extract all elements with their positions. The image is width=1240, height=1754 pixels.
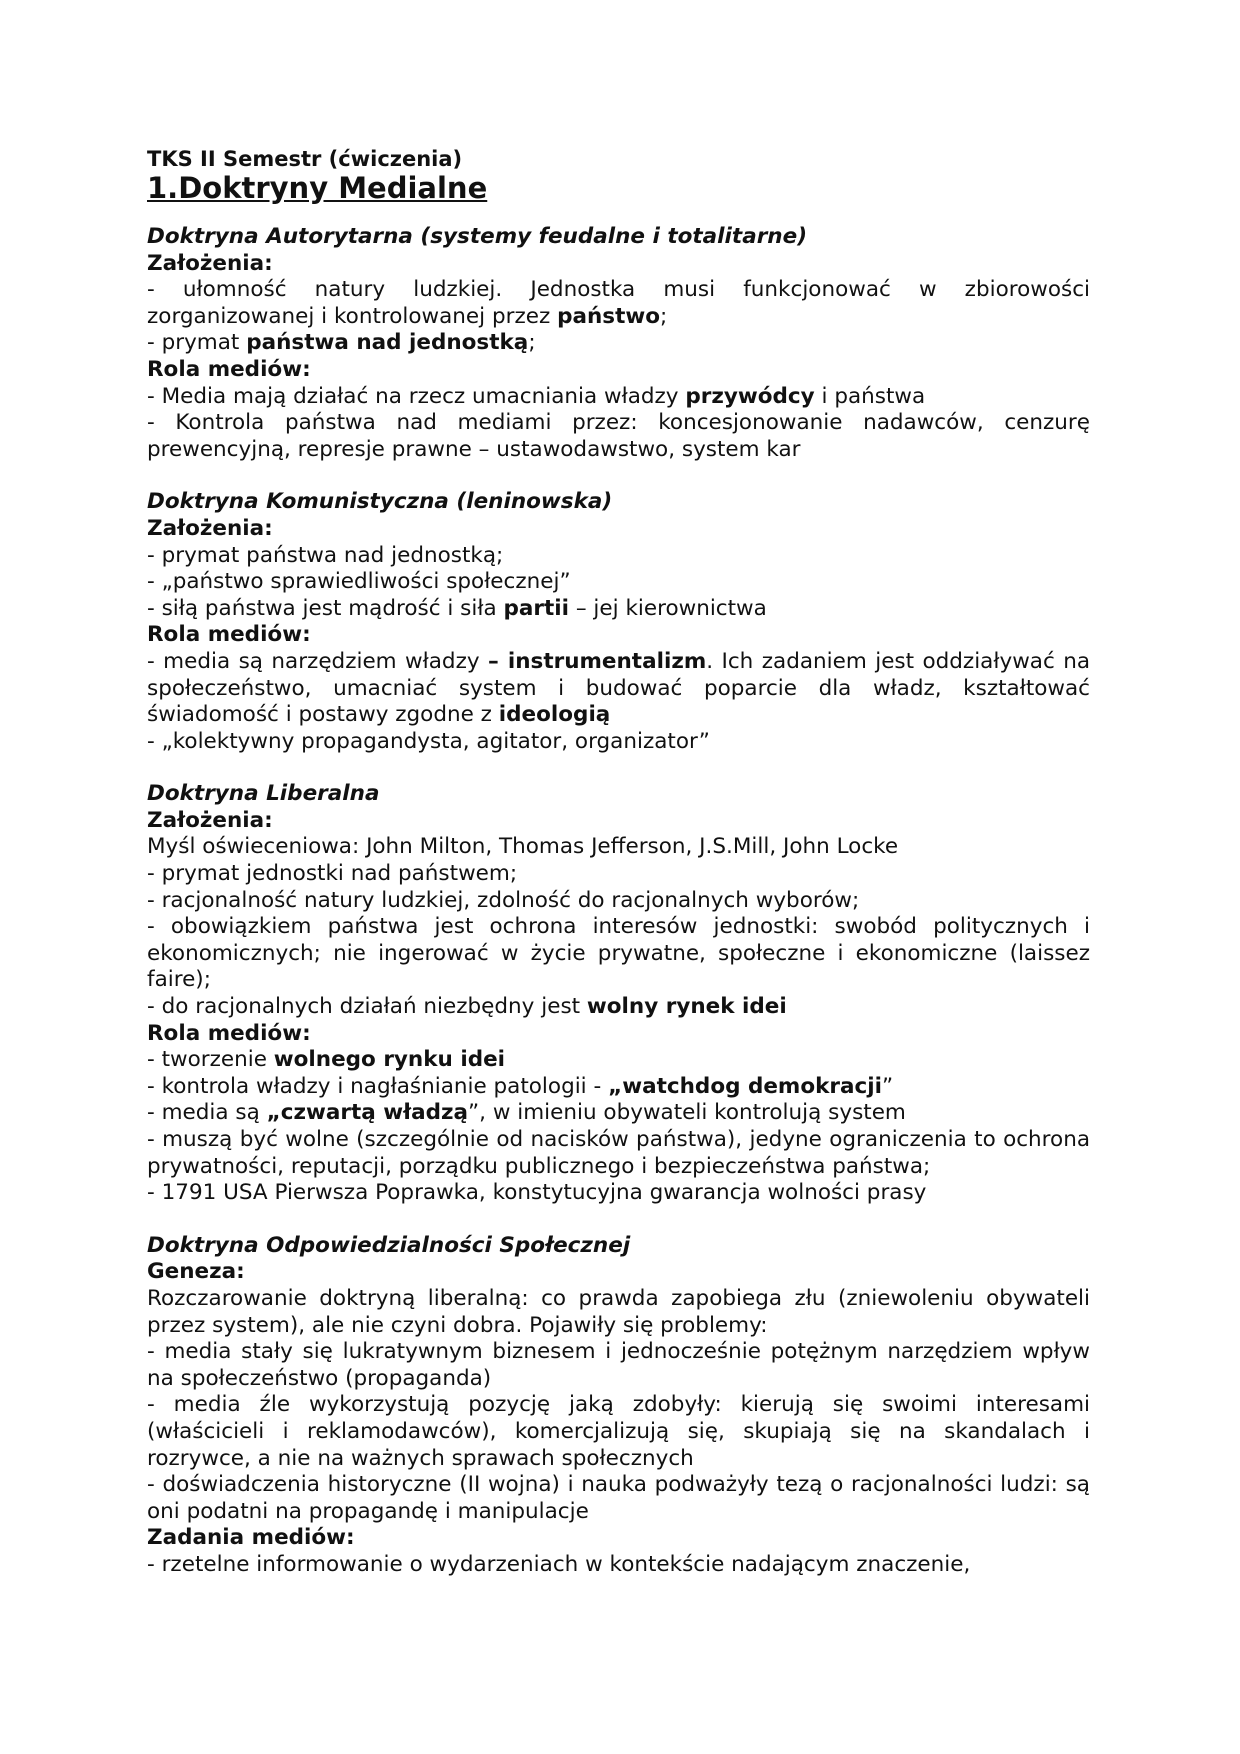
text-run: - siłą państwa jest mądrość i siła xyxy=(147,595,504,621)
text-run: - media źle wykorzystują pozycję jaką zdobyły: kierują się swoimi interesami (właścicieli i reklamodawców), komercjalizują się, skupiają się na skandalach i rozrywce, a nie na ważnych sprawach społecznych xyxy=(147,1392,1090,1471)
paragraph xyxy=(147,384,1090,411)
text-run: - ułomność natury ludzkiej. Jednostka musi funkcjonować w zbiorowości zorganizowanej i kontrolowanej przez xyxy=(147,277,1090,329)
bold-text: wolnego rynku idei xyxy=(273,1047,506,1073)
paragraph xyxy=(147,1472,1090,1525)
paragraph xyxy=(147,596,1090,623)
subheading: Założenia: xyxy=(147,515,273,541)
paragraph xyxy=(147,1286,1090,1339)
section-title: Doktryna Autorytarna (systemy feudalne i totalitarne) xyxy=(147,224,808,249)
text-run: - Media mają działać na rzecz umacniania władzy xyxy=(147,383,686,409)
section-title: Doktryna Komunistyczna (leninowska) xyxy=(147,489,613,515)
text-run: Myśl oświeceniowa: John Milton, Thomas Jefferson, J.S.Mill, John Locke xyxy=(147,834,899,860)
paragraph xyxy=(147,330,1090,357)
section xyxy=(147,1233,1090,1579)
subheading: Geneza: xyxy=(147,1259,245,1285)
bold-text: „czwartą władzą xyxy=(266,1100,469,1126)
subheading: Zadania mediów: xyxy=(147,1525,355,1551)
bold-text: wolny rynek idei xyxy=(586,994,787,1020)
paragraph xyxy=(147,994,1090,1021)
text-run: - doświadczenia historyczne (II wojna) i nauka podważyły tezą o racjonalności ludzi: są oni podatni na propagandę i manipulacje xyxy=(147,1472,1090,1524)
text-run: - prymat xyxy=(147,330,247,356)
paragraph xyxy=(147,1392,1090,1472)
text-run: - 1791 USA Pierwsza Poprawka, konstytucyjna gwarancja wolności prasy xyxy=(147,1180,927,1206)
sections-container xyxy=(147,224,1090,1579)
bold-text: państwo xyxy=(557,303,660,329)
paragraph xyxy=(147,1100,1090,1127)
paragraph xyxy=(147,1047,1090,1074)
subheading: Założenia: xyxy=(147,807,273,833)
text-run: . Ich zadaniem jest oddziaływać na społeczeństwo, umacniać system i budować poparcie dla władz, kształtować świadomość i postawy zgodne z xyxy=(147,648,1091,728)
text-run: - kontrola władzy i nagłaśnianie patologii - xyxy=(147,1073,609,1099)
section-title: Doktryna Liberalna xyxy=(147,781,380,807)
text-run: - prymat jednostki nad państwem; xyxy=(147,861,518,887)
text-run: - obowiązkiem państwa jest ochrona interesów jednostki: swobód politycznych i ekonomicznych; nie ingerować w życie prywatne, społeczne i ekonomiczne (laissez faire); xyxy=(147,914,1090,993)
text-run: Rozczarowanie doktryną liberalną: co prawda zapobiega złu (zniewoleniu obywateli przez system), ale nie czyni dobra. Pojawiły się problemy: xyxy=(147,1285,1090,1338)
text-run: - prymat państwa nad jednostką; xyxy=(147,542,504,568)
paragraph xyxy=(147,914,1090,994)
subheading: Rola mediów: xyxy=(147,356,311,382)
bold-text: państwa nad jednostką xyxy=(246,330,529,356)
paragraph xyxy=(147,888,1090,915)
paragraph xyxy=(147,1074,1090,1101)
section-title: Doktryna Odpowiedzialności Społecznej xyxy=(147,1232,631,1258)
paragraph xyxy=(147,1552,1090,1579)
paragraph xyxy=(147,410,1090,463)
subheading: Rola mediów: xyxy=(147,622,311,648)
text-run: - „kolektywny propagandysta, agitator, organizator” xyxy=(147,728,710,754)
text-run: - tworzenie xyxy=(147,1047,274,1073)
text-run: - do racjonalnych działań niezbędny jest xyxy=(147,994,587,1020)
section xyxy=(147,489,1090,755)
subheading: Założenia: xyxy=(147,250,273,276)
bold-text: – instrumentalizm xyxy=(488,648,707,674)
document-page xyxy=(147,146,1090,1605)
subheading: Rola mediów: xyxy=(147,1020,311,1046)
bold-text: ideologią xyxy=(498,702,611,728)
text-run: - media stały się lukratywnym biznesem i jednocześnie potężnym narzędziem wpływ na społeczeństwo (propaganda) xyxy=(147,1339,1090,1391)
text-run: - „państwo sprawiedliwości społecznej” xyxy=(147,569,571,595)
text-run: i państwa xyxy=(814,383,926,409)
text-run: ; xyxy=(660,303,668,329)
paragraph xyxy=(147,1180,1090,1207)
bold-text: „watchdog demokracji xyxy=(608,1073,882,1099)
text-run: - muszą być wolne (szczególnie od nacisków państwa), jedyne ograniczenia to ochrona prywatności, reputacji, porządku publicznego i bezpieczeństwa państwa; xyxy=(147,1127,1090,1179)
paragraph xyxy=(147,569,1090,596)
text-run: - Kontrola państwa nad mediami przez: koncesjonowanie nadawców, cenzurę prewencyjną, represje prawne – ustawodawstwo, system kar xyxy=(147,410,1090,462)
text-run: - racjonalność natury ludzkiej, zdolność do racjonalnych wyborów; xyxy=(147,887,860,913)
paragraph xyxy=(147,1127,1090,1180)
text-run: - media są narzędziem władzy xyxy=(147,648,489,674)
text-run: - rzetelne informowanie o wydarzeniach w kontekście nadającym znaczenie, xyxy=(147,1551,971,1577)
paragraph xyxy=(147,649,1090,729)
section xyxy=(147,224,1090,463)
paragraph xyxy=(147,861,1090,888)
document-title: 1.Doktryny Medialne xyxy=(147,171,488,205)
paragraph xyxy=(147,834,1090,861)
paragraph xyxy=(147,729,1090,756)
text-run: ” xyxy=(882,1073,894,1099)
bold-text: przywódcy xyxy=(685,383,815,409)
bold-text: partii xyxy=(503,595,570,621)
paragraph xyxy=(147,1339,1090,1392)
course-title: TKS II Semestr (ćwiczenia) xyxy=(147,147,463,171)
text-run: – jej kierownictwa xyxy=(569,595,767,621)
section xyxy=(147,781,1090,1207)
paragraph xyxy=(147,543,1090,570)
text-run: ”, w imieniu obywateli kontrolują system xyxy=(468,1100,906,1126)
paragraph xyxy=(147,277,1090,330)
text-run: - media są xyxy=(147,1100,267,1126)
text-run: ; xyxy=(528,330,536,356)
